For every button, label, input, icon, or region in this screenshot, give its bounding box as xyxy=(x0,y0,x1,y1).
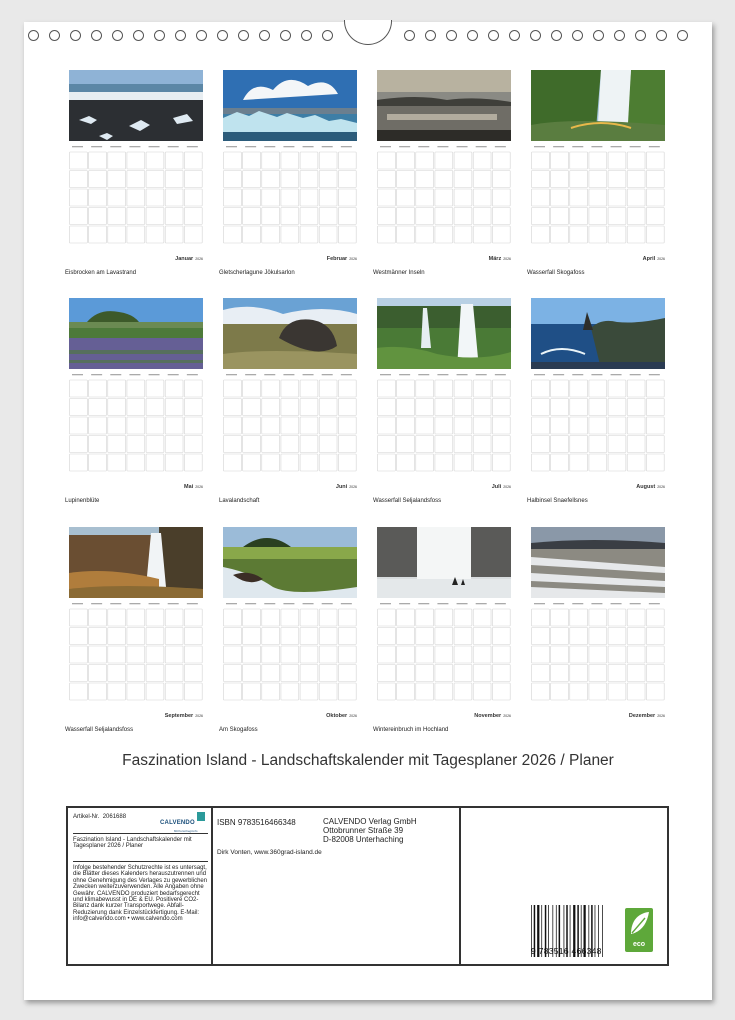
binding-ring-icon xyxy=(217,30,228,41)
photo-caption: Eisbrocken am Lavastrand xyxy=(65,270,137,276)
binding-ring-icon xyxy=(238,30,249,41)
publisher-city: D-82008 Unterhaching xyxy=(323,835,404,844)
publisher-street: Ottobrunner Straße 39 xyxy=(323,826,404,835)
product-title: Faszination Island - Landschaftskalender mit Tagesplaner 2026 / Planer xyxy=(73,833,208,850)
month-year: 2026 xyxy=(503,714,511,718)
binding-ring-icon xyxy=(614,30,625,41)
month-photo xyxy=(69,298,203,369)
month-name: Juni xyxy=(335,484,348,490)
photo-caption: Lavalandschaft xyxy=(219,498,260,504)
eco-label: eco xyxy=(632,941,646,948)
month-year: 2026 xyxy=(195,485,203,489)
month-label xyxy=(492,484,511,490)
month-label xyxy=(326,713,357,719)
day-planner-grid xyxy=(69,372,203,482)
leaf-icon xyxy=(625,908,653,938)
binding-ring-icon xyxy=(49,30,60,41)
day-planner-grid xyxy=(531,601,665,711)
month-year: 2026 xyxy=(657,714,665,718)
binding-ring-icon xyxy=(154,30,165,41)
publisher-address xyxy=(323,817,417,844)
day-planner-grid xyxy=(377,144,511,254)
day-planner-grid xyxy=(223,601,357,711)
month-year: 2026 xyxy=(349,714,357,718)
binding-ring-icon xyxy=(133,30,144,41)
month-photo xyxy=(377,527,511,598)
month-name: April xyxy=(642,256,656,262)
binding-ring-icon xyxy=(301,30,312,41)
day-planner-grid xyxy=(377,372,511,482)
logo-text: CALVENDO xyxy=(160,820,195,826)
month-photo xyxy=(377,298,511,369)
binding-ring-icon xyxy=(593,30,604,41)
article-number-row xyxy=(73,814,126,820)
month-label xyxy=(643,256,665,262)
legal-text: Infolge bestehender Schutzrechte ist es untersagt, die Blätter dieses Kalenders herauszutrennen und ohne Genehmigung des Verlages zu gewerblichen Zwecken weiterzuverwenden. Alle Angaben ohne Gewähr. CALVENDO produziert bedarfsgerecht und klimabewusst in DE & EU. Positivere CO2-Bilanz dank kurzer Transportwege. Abfall-Reduzierung dank Einzelstückfertigung. E-Mail: info@calvendo.com • www.calvendo.com xyxy=(73,861,208,923)
photo-caption: Wintereinbruch im Hochland xyxy=(373,727,449,733)
photo-caption: Am Skogafoss xyxy=(219,727,258,733)
month-year: 2026 xyxy=(503,485,511,489)
month-name: Februar xyxy=(326,256,348,262)
month-name: Mai xyxy=(184,484,194,490)
barcode-column xyxy=(461,808,667,964)
month-label xyxy=(175,256,203,262)
article-number: 2061688 xyxy=(102,814,127,820)
info-box xyxy=(66,806,669,966)
photo-caption: Halbinsel Snaefellsnes xyxy=(527,498,588,504)
publisher-name: CALVENDO Verlag GmbH xyxy=(323,817,417,826)
month-label xyxy=(489,256,511,262)
month-name: Dezember xyxy=(628,713,656,719)
photo-caption: Wasserfall Seljalandsfoss xyxy=(65,727,134,733)
eco-badge xyxy=(625,908,653,952)
page-title: Faszination Island - Landschaftskalender mit Tagesplaner 2026 / Planer xyxy=(122,752,614,769)
month-name: November xyxy=(474,713,502,719)
month-photo xyxy=(69,70,203,141)
photo-caption: Lupinenblüte xyxy=(65,498,100,504)
month-year: 2026 xyxy=(349,485,357,489)
article-label: Artikel-Nr. xyxy=(73,814,100,820)
month-name: März xyxy=(488,256,502,262)
month-name: August xyxy=(636,484,656,490)
binding-ring-icon xyxy=(677,30,688,41)
month-label xyxy=(474,713,511,719)
day-planner-grid xyxy=(377,601,511,711)
month-photo xyxy=(69,527,203,598)
day-planner-grid xyxy=(223,144,357,254)
month-label xyxy=(636,484,665,490)
isbn: ISBN 9783516466348 xyxy=(217,818,296,827)
month-photo xyxy=(531,298,665,369)
day-planner-grid xyxy=(223,372,357,482)
month-photo xyxy=(531,527,665,598)
day-planner-grid xyxy=(69,144,203,254)
logo-sub: Mit Kunst beginnt's xyxy=(174,829,198,833)
month-year: 2026 xyxy=(657,257,665,261)
month-name: Januar xyxy=(175,256,194,262)
binding-ring-icon xyxy=(446,30,457,41)
month-label xyxy=(327,256,357,262)
month-photo xyxy=(531,70,665,141)
publisher-column xyxy=(213,808,461,964)
month-label xyxy=(184,484,203,490)
binding-ring-icon xyxy=(509,30,520,41)
photo-caption: Westmänner Inseln xyxy=(373,270,425,276)
binding-ring-icon xyxy=(425,30,436,41)
binding-ring-icon xyxy=(259,30,270,41)
binding-ring-icon xyxy=(467,30,478,41)
binding-ring-icon xyxy=(404,30,415,41)
binding-ring-icon xyxy=(28,30,39,41)
photo-caption: Wasserfall Skogafoss xyxy=(527,270,585,276)
logo-mark-icon xyxy=(197,812,205,821)
binding-ring-icon xyxy=(196,30,207,41)
article-column xyxy=(68,808,213,964)
month-name: September xyxy=(164,713,194,719)
binding-ring-icon xyxy=(530,30,541,41)
binding-ring-icon xyxy=(635,30,646,41)
month-year: 2026 xyxy=(195,257,203,261)
binding-ring-icon xyxy=(112,30,123,41)
month-year: 2026 xyxy=(195,714,203,718)
calvendo-logo xyxy=(160,811,206,833)
month-year: 2026 xyxy=(503,257,511,261)
binding-ring-icon xyxy=(91,30,102,41)
binding-ring-icon xyxy=(175,30,186,41)
binding-ring-icon xyxy=(280,30,291,41)
binding-ring-icon xyxy=(70,30,81,41)
day-planner-grid xyxy=(531,144,665,254)
photo-caption: Gletscherlagune Jökulsarlon xyxy=(219,270,295,276)
author: Dirk Vonten, www.360grad-island.de xyxy=(217,849,322,856)
month-label xyxy=(165,713,203,719)
month-label xyxy=(629,713,665,719)
month-photo xyxy=(223,70,357,141)
month-name: Juli xyxy=(491,484,502,490)
month-year: 2026 xyxy=(657,485,665,489)
month-photo xyxy=(223,298,357,369)
binding-ring-icon xyxy=(572,30,583,41)
day-planner-grid xyxy=(69,601,203,711)
month-photo xyxy=(223,527,357,598)
binding-ring-icon xyxy=(656,30,667,41)
month-name: Oktober xyxy=(326,713,348,719)
barcode-number: 9 783516 466348 xyxy=(531,946,602,956)
month-label xyxy=(336,484,357,490)
binding-ring-icon xyxy=(488,30,499,41)
photo-caption: Wasserfall Seljalandsfoss xyxy=(373,498,442,504)
month-year: 2026 xyxy=(349,257,357,261)
binding-ring-icon xyxy=(322,30,333,41)
month-photo xyxy=(377,70,511,141)
calendar-planner-page xyxy=(24,22,712,1000)
binding-ring-icon xyxy=(551,30,562,41)
day-planner-grid xyxy=(531,372,665,482)
